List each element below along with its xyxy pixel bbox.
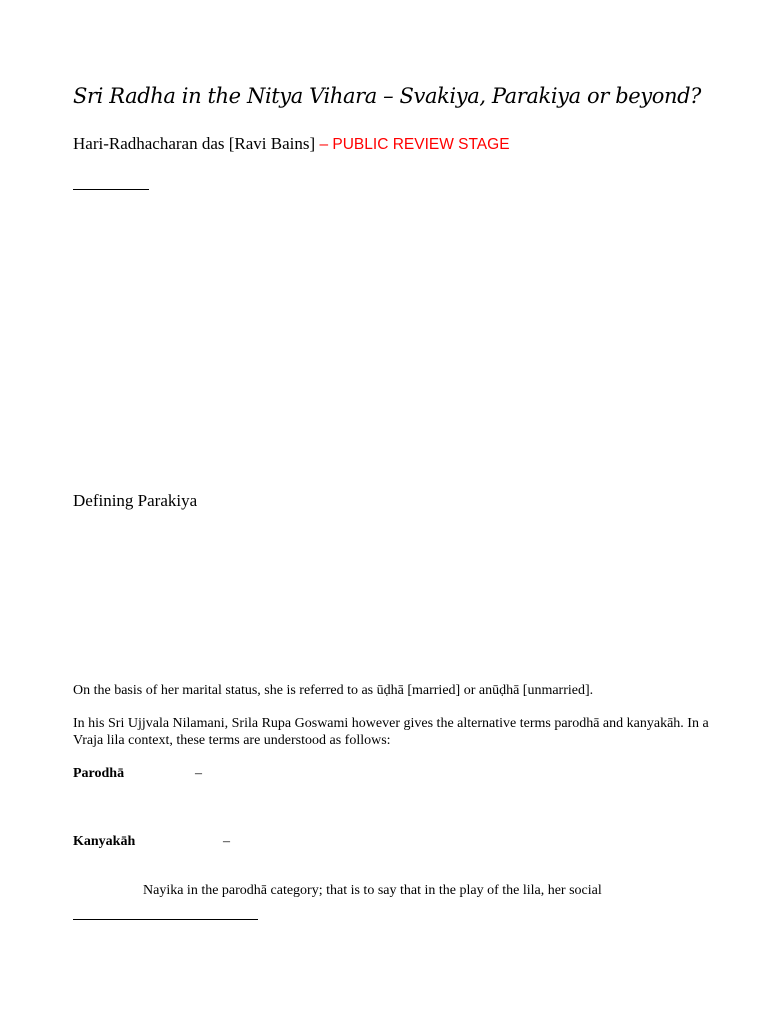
term-dash: – [223,834,230,849]
author-line [73,134,510,154]
footnote-separator-top [73,189,149,190]
footnote-separator-bottom [73,919,258,920]
document-title: Sri Radha in the Nitya Vihara – Svakiya, Parakiya or beyond? [73,84,702,108]
author-name: Hari-Radhacharan das [Ravi Bains] [73,134,316,153]
term-row-kanyakah [73,834,230,850]
paragraph-marital-status: On the basis of her marital status, she is referred to as ūḍhā [married] or anūḍhā [unmarried]. [73,683,594,698]
term-row-parodha [73,766,202,782]
review-stage-label: – PUBLIC REVIEW STAGE [315,136,510,153]
paragraph-nayika: Nayika in the parodhā category; that is to say that in the play of the lila, her social [143,883,602,898]
term-parodha: Parodhā [73,766,125,781]
section-heading: Defining Parakiya [73,491,198,510]
term-kanyakah: Kanyakāh [73,834,136,849]
paragraph-alternative-terms: In his Sri Ujjvala Nilamani, Srila Rupa Goswami however gives the alternative terms parodhā and kanyakāh. In a Vraja lila context, these terms are understood as follows: [73,716,709,748]
term-dash: – [195,766,202,781]
